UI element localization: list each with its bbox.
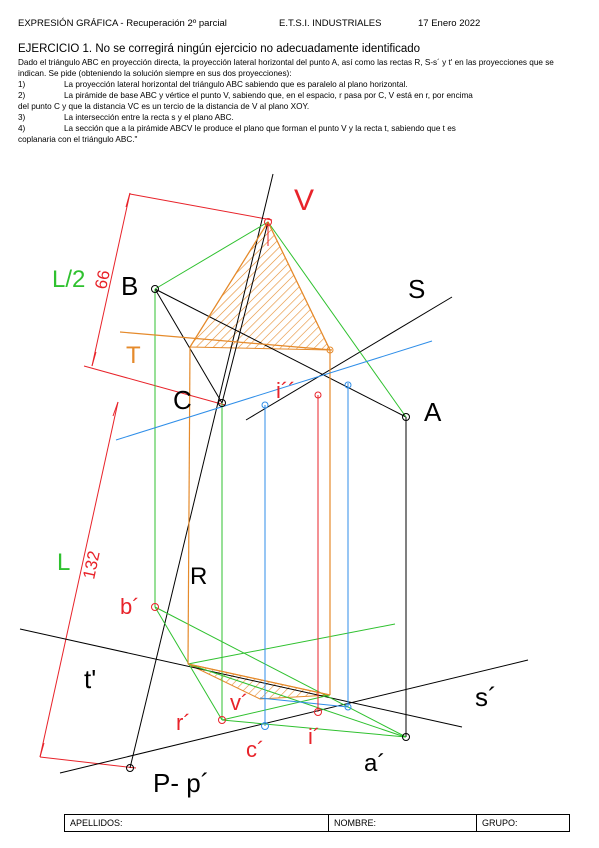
nombre-field[interactable]: NOMBRE: [329,815,477,831]
label-i-prime: i´ [308,724,321,749]
label-v-prime: v´ [230,690,249,715]
label-L: L [57,549,71,576]
exercise-item-1: 1) La proyección lateral horizontal del triángulo ABC sabiendo que es paralelo al plano horizontal. [18,80,408,89]
label-r-prime: r´ [176,710,191,735]
label-V: V [294,184,315,217]
label-P-p-prime: P- p´ [153,768,210,798]
label-C: C [173,385,192,415]
label-T: T [126,342,141,369]
label-R: R [190,563,208,590]
exercise-item-2: 2) La pirámide de base ABC y vértice el punto V, sabiendo que, en el espacio, r pasa por C, V está en r, por encima [18,91,473,100]
exercise-item-3: 3) La intersección entre la recta s y el plano ABC. [18,113,234,122]
label-t-prime: t' [84,664,97,694]
apellidos-field[interactable]: APELLIDOS: [65,815,329,831]
exercise-intro: Dado el triángulo ABC en proyección directa, la proyección lateral horizontal del punto A, así como las rectas R, S-s´ y t' en las proyecciones que se indican. Se pide (obteniendo la solución siempre en sus dos proyecciones): [18,58,554,78]
exercise-item-4-cont: coplanaria con el triángulo ABC." [18,135,138,144]
exercise-title: EJERCICIO 1. No se corregirá ningún ejercicio no adecuadamente identificado [18,43,421,55]
label-L-half: L/2 [52,266,86,293]
exercise-item-4: 4) La sección que a la pirámide ABCV le produce el plano que forman el punto V y la recta t, sabiendo que t es [18,124,456,133]
label-c-prime: c´ [246,737,265,762]
grupo-field[interactable]: GRUPO: [482,818,518,828]
label-dim-66: 66 [91,268,114,291]
label-A: A [424,397,442,427]
label-S: S [408,274,426,304]
student-info-box [64,814,570,832]
label-B: B [121,271,139,301]
date-text: 17 Enero 2022 [418,18,481,29]
label-i-double-prime: i´´ [276,378,296,403]
label-a-prime: a´ [364,750,386,777]
school-text: E.T.S.I. INDUSTRIALES [279,18,382,29]
upper-section-hatch [190,222,330,350]
label-b-prime: b´ [120,594,140,619]
label-s-prime: s´ [475,682,497,712]
exercise-item-2-cont: del punto C y que la distancia VC es un tercio de la distancia de V al plano XOY. [18,102,310,111]
label-dim-132: 132 [79,549,104,581]
exercise-statement [18,57,584,145]
geometry-drawing [0,170,599,810]
subject-text: EXPRESIÓN GRÁFICA - Recuperación 2º parcial [18,18,227,29]
